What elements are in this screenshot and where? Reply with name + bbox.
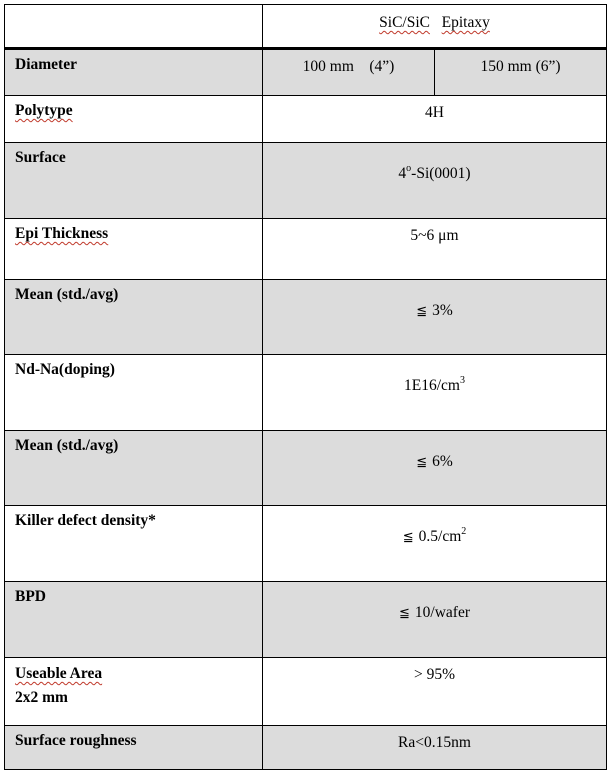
bpd-number: 10/wafer <box>414 604 470 621</box>
row-surface <box>5 143 607 219</box>
killer-defect-value <box>263 506 607 582</box>
row-label: Nd-Na(doping) <box>5 355 263 431</box>
surface-value-suffix: -Si(0001) <box>411 165 471 182</box>
polytype-label: Polytype <box>15 102 73 119</box>
useable-area-value: > 95% <box>263 658 607 726</box>
epi-thickness-label-text: Epi Thickness <box>15 225 109 242</box>
row-epi-thickness <box>5 219 607 280</box>
surface-value-degree: o <box>406 163 412 174</box>
doping-number: 1E16/cm <box>404 377 460 394</box>
less-equal-symbol: ≦ <box>416 304 428 319</box>
doping-value <box>263 355 607 431</box>
header-empty-cell <box>5 5 263 49</box>
row-label <box>5 658 263 726</box>
row-useable-area <box>5 658 607 726</box>
spec-table <box>4 4 607 770</box>
row-surface-roughness <box>5 726 607 770</box>
table-header-row <box>5 5 607 49</box>
header-title-cell <box>263 5 607 49</box>
diameter-value-4in: 100 mm (4”) <box>263 49 435 96</box>
bpd-value <box>263 582 607 658</box>
header-title-part2: Epitaxy <box>441 14 490 31</box>
row-mean-thickness <box>5 280 607 355</box>
useable-area-label-line1: Useable Area <box>15 665 103 682</box>
mean-doping-value <box>263 431 607 506</box>
diameter-value-6in: 150 mm (6”) <box>435 49 607 96</box>
less-equal-symbol: ≦ <box>402 530 414 545</box>
row-label: Mean (std./avg) <box>5 280 263 355</box>
row-label: BPD <box>5 582 263 658</box>
mean-doping-number: 6% <box>432 453 453 470</box>
mean-thickness-value <box>263 280 607 355</box>
doping-exponent: 3 <box>459 375 465 386</box>
header-title-part1: SiC/SiC <box>379 14 430 31</box>
row-bpd <box>5 582 607 658</box>
row-label: Killer defect density* <box>5 506 263 582</box>
surface-value-prefix: 4 <box>398 165 407 182</box>
surface-roughness-value: Ra<0.15nm <box>263 726 607 770</box>
row-mean-doping <box>5 431 607 506</box>
less-equal-symbol: ≦ <box>399 606 410 621</box>
surface-value <box>263 143 607 219</box>
row-polytype <box>5 96 607 143</box>
row-killer-defect <box>5 506 607 582</box>
killer-defect-number: 0.5/cm <box>418 528 462 545</box>
epi-thickness-value: 5~6 μm <box>263 219 607 280</box>
row-diameter <box>5 49 607 96</box>
mean-thickness-number: 3% <box>432 302 453 319</box>
row-label: Diameter <box>5 49 263 96</box>
row-label <box>5 96 263 143</box>
row-label: Surface roughness <box>5 726 263 770</box>
killer-defect-exponent: 2 <box>461 526 467 537</box>
polytype-value: 4H <box>263 96 607 143</box>
row-label: Mean (std./avg) <box>5 431 263 506</box>
row-doping <box>5 355 607 431</box>
useable-area-label-line2: 2x2 mm <box>15 689 68 706</box>
row-label: Surface <box>5 143 263 219</box>
row-label <box>5 219 263 280</box>
less-equal-symbol: ≦ <box>416 455 428 470</box>
